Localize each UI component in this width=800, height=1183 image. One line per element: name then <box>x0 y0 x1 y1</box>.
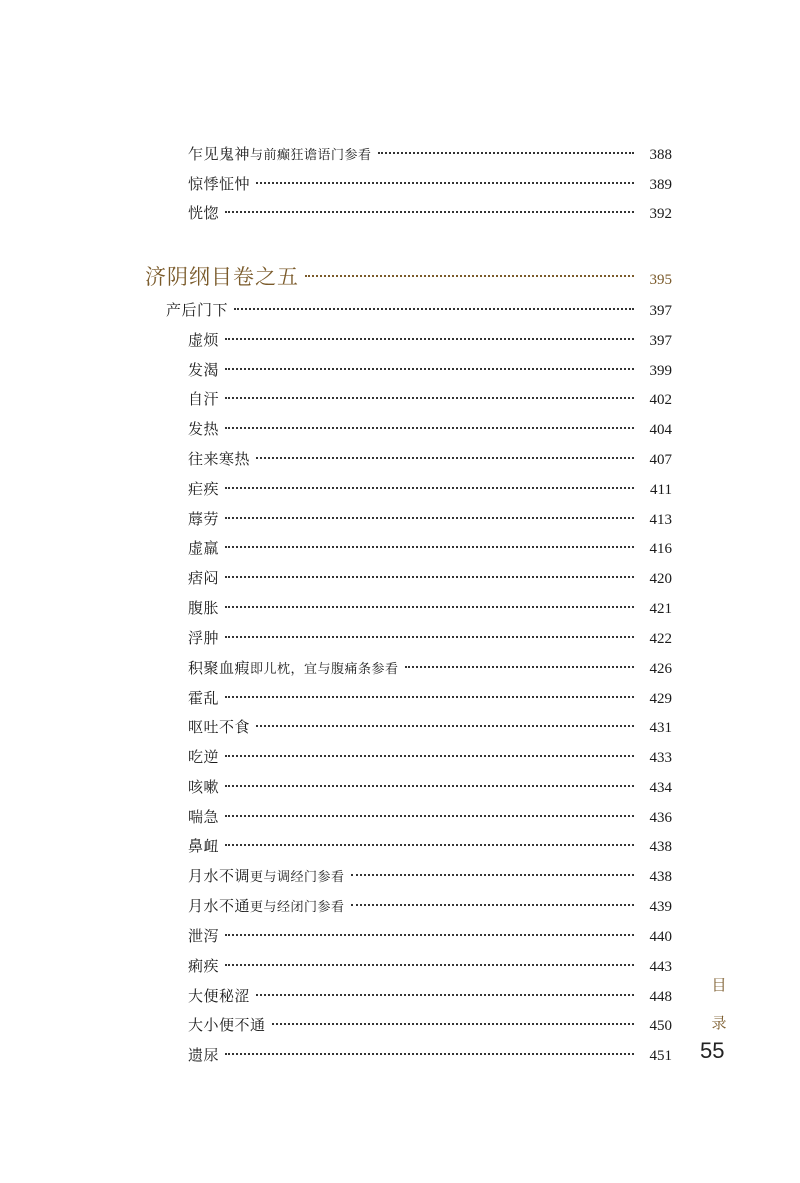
toc-entry[interactable] <box>188 506 672 532</box>
toc-entry-title: 发渴 <box>188 361 220 379</box>
dot-leader <box>225 844 634 846</box>
toc-entry-page: 416 <box>649 541 672 557</box>
toc-entry-page: 450 <box>649 1018 672 1034</box>
dot-leader <box>225 755 634 757</box>
dot-leader <box>225 487 634 489</box>
toc-entry[interactable] <box>188 327 672 353</box>
section-page: 397 <box>649 303 672 319</box>
toc-entry-title: 疟疾 <box>188 480 220 498</box>
toc-entry-title: 大便秘涩 <box>188 987 251 1005</box>
toc-entry[interactable] <box>188 744 672 770</box>
dot-leader <box>256 182 634 184</box>
toc-entry-page: 433 <box>649 750 672 766</box>
dot-leader <box>351 874 634 876</box>
dot-leader <box>225 546 634 548</box>
toc-entry-title: 泄泻 <box>188 927 220 945</box>
toc-entry-page: 397 <box>649 333 672 349</box>
toc-entry-page: 388 <box>649 147 672 163</box>
toc-entry-page: 440 <box>649 929 672 945</box>
toc-entry-page: 426 <box>649 661 672 677</box>
toc-entry-page: 399 <box>649 363 672 379</box>
toc-entry-page: 429 <box>649 691 672 707</box>
toc-entry-note: 与前癫狂谵语门参看 <box>250 148 372 163</box>
toc-section[interactable] <box>166 297 672 323</box>
dot-leader <box>225 606 634 608</box>
dot-leader <box>225 636 634 638</box>
dot-leader <box>225 576 634 578</box>
toc-entry-title: 虚羸 <box>188 539 220 557</box>
side-running-label <box>709 966 729 1042</box>
dot-leader <box>225 517 634 519</box>
toc-entry-note: 更与调经门参看 <box>250 870 345 885</box>
toc-entry-title: 虚烦 <box>188 331 220 349</box>
toc-entry[interactable] <box>188 983 672 1009</box>
dot-leader <box>225 696 634 698</box>
toc-entry-page: 439 <box>649 899 672 915</box>
toc-entry-page: 411 <box>650 482 672 498</box>
page-number: 55 <box>700 1038 725 1063</box>
toc-entry[interactable] <box>188 446 672 472</box>
toc-entry-title: 遗尿 <box>188 1046 220 1064</box>
dot-leader <box>225 964 634 966</box>
toc-entry-title: 呕吐不食 <box>188 718 251 736</box>
toc-entry-title: 恍惚 <box>188 204 220 222</box>
toc-entry-page: 421 <box>649 601 672 617</box>
toc-entry[interactable] <box>188 714 672 740</box>
toc-entry[interactable] <box>188 171 672 197</box>
dot-leader <box>234 308 634 310</box>
toc-entry-page: 402 <box>649 392 672 408</box>
dot-leader <box>225 211 634 213</box>
toc-entry[interactable] <box>188 953 672 979</box>
dot-leader <box>225 338 634 340</box>
toc-entry-title: 月水不调更与调经门参看 <box>188 867 345 885</box>
section-title: 产后门下 <box>166 301 229 319</box>
toc-entry[interactable] <box>188 357 672 383</box>
toc-entry-title: 霍乱 <box>188 689 220 707</box>
toc-entry[interactable] <box>188 200 672 226</box>
chapter-title: 济阴纲目卷之五 <box>145 265 299 289</box>
toc-entry-page: 438 <box>649 839 672 855</box>
toc-entry[interactable] <box>188 386 672 412</box>
toc-entry-page: 431 <box>649 720 672 736</box>
toc-entry[interactable] <box>188 774 672 800</box>
toc-entry-page: 443 <box>649 959 672 975</box>
side-label-char: 目 <box>711 976 727 994</box>
toc-entry-page: 434 <box>649 780 672 796</box>
toc-entry[interactable] <box>188 923 672 949</box>
toc-entry-title: 咳嗽 <box>188 778 220 796</box>
toc-entry-page: 451 <box>649 1048 672 1064</box>
dot-leader <box>225 427 634 429</box>
side-label-char: 录 <box>711 1014 727 1032</box>
toc-entry-note: 即儿枕，宜与腹痛条参看 <box>250 662 399 677</box>
dot-leader <box>378 152 634 154</box>
toc-entry-page: 392 <box>649 206 672 222</box>
toc-entry[interactable] <box>188 804 672 830</box>
toc-entry[interactable] <box>188 535 672 561</box>
toc-entry-title: 痢疾 <box>188 957 220 975</box>
toc-entry[interactable] <box>188 863 672 889</box>
dot-leader <box>351 904 634 906</box>
toc-entry-title: 往来寒热 <box>188 450 251 468</box>
dot-leader <box>305 275 634 277</box>
dot-leader <box>225 815 634 817</box>
toc-chapter[interactable] <box>145 261 672 293</box>
toc-entry-title: 腹胀 <box>188 599 220 617</box>
toc-entry-page: 438 <box>649 869 672 885</box>
toc-entry-page: 404 <box>649 422 672 438</box>
dot-leader <box>256 994 634 996</box>
chapter-page: 395 <box>649 272 672 288</box>
toc-entry-page: 389 <box>649 177 672 193</box>
toc-entry-title: 喘急 <box>188 808 220 826</box>
toc-entry-page: 413 <box>649 512 672 528</box>
toc-entry[interactable] <box>188 416 672 442</box>
toc-entry[interactable] <box>188 625 672 651</box>
dot-leader <box>225 785 634 787</box>
toc-entry[interactable] <box>188 565 672 591</box>
dot-leader <box>256 725 634 727</box>
dot-leader <box>256 457 634 459</box>
toc-entry[interactable] <box>188 655 672 681</box>
toc-entry-page: 436 <box>649 810 672 826</box>
toc-entry[interactable] <box>188 685 672 711</box>
dot-leader <box>405 666 634 668</box>
toc-entry-title: 鼻衄 <box>188 837 220 855</box>
toc-entry-title: 乍见鬼神与前癫狂谵语门参看 <box>188 145 372 163</box>
toc-entry-title: 吃逆 <box>188 748 220 766</box>
toc-entry-note: 更与经闭门参看 <box>250 900 345 915</box>
toc-entry-page: 448 <box>649 989 672 1005</box>
toc-entry[interactable] <box>188 141 672 167</box>
toc-entry-title: 大小便不通 <box>188 1016 266 1034</box>
toc-entry[interactable] <box>188 893 672 919</box>
dot-leader <box>225 397 634 399</box>
toc-entry-title: 月水不通更与经闭门参看 <box>188 897 345 915</box>
toc-entry-title: 蓐劳 <box>188 510 220 528</box>
dot-leader <box>225 368 634 370</box>
toc-entry-page: 407 <box>649 452 672 468</box>
toc-entry-page: 422 <box>649 631 672 647</box>
toc-entry-title: 自汗 <box>188 390 220 408</box>
toc-entry-title: 惊悸怔忡 <box>188 175 251 193</box>
dot-leader <box>272 1023 634 1025</box>
toc-entry-title: 浮肿 <box>188 629 220 647</box>
toc-entry[interactable] <box>188 1042 672 1068</box>
toc-entry-title: 积聚血瘕即儿枕，宜与腹痛条参看 <box>188 659 399 677</box>
toc-entry-title: 发热 <box>188 420 220 438</box>
dot-leader <box>225 1053 634 1055</box>
toc-entry-title: 痞闷 <box>188 569 220 587</box>
toc-entry[interactable] <box>188 476 672 502</box>
toc-entry[interactable] <box>188 595 672 621</box>
toc-entry-page: 420 <box>649 571 672 587</box>
toc-entry[interactable] <box>188 1012 672 1038</box>
toc-entry[interactable] <box>188 833 672 859</box>
dot-leader <box>225 934 634 936</box>
